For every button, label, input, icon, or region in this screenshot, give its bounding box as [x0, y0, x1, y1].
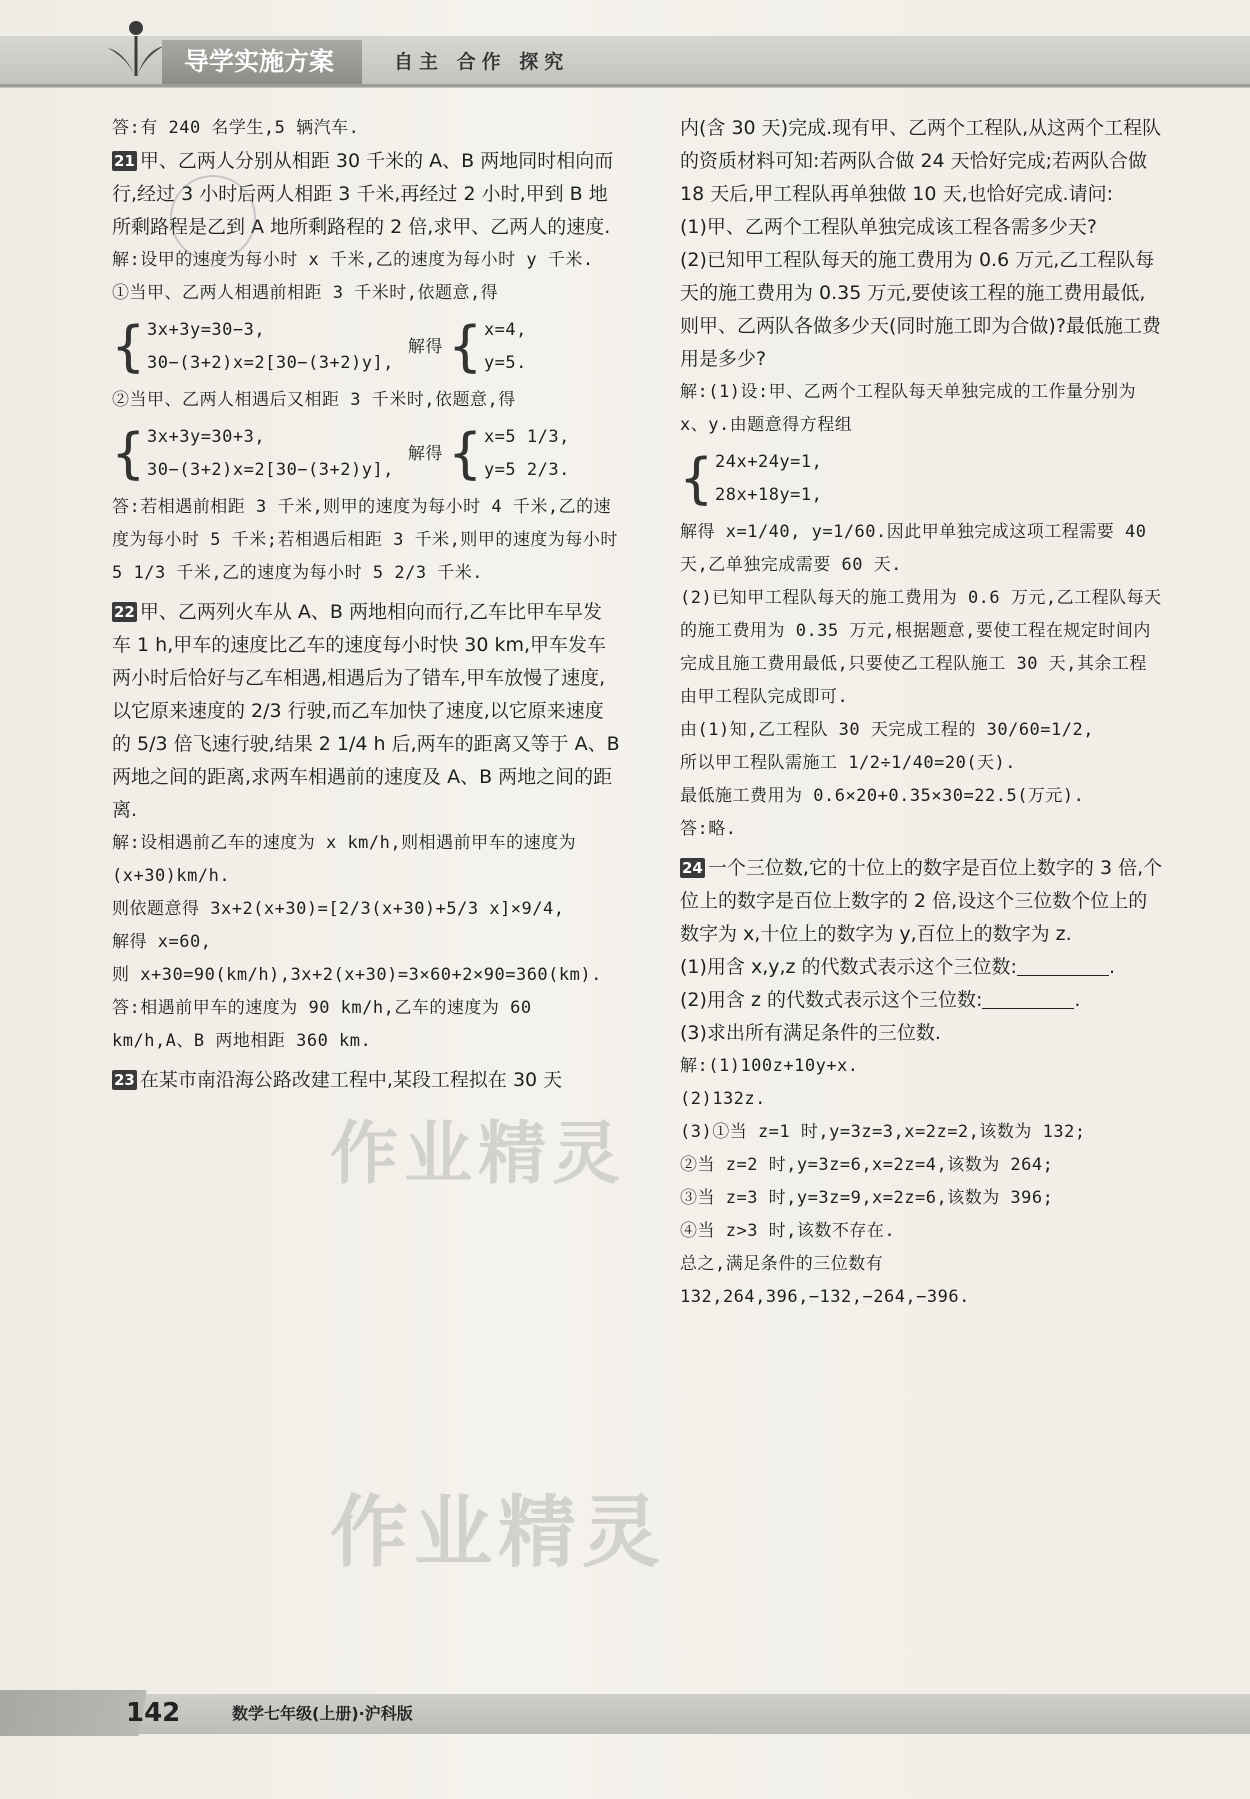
watermark: 作业精灵: [330, 1115, 627, 1194]
solution-line: ③当 z=3 时,y=3z=9,x=2z=6,该数为 396;: [680, 1188, 1054, 1208]
question-part: (3)求出所有满足条件的三位数.: [680, 1022, 941, 1044]
solution-line: 解:设甲的速度为每小时 x 千米,乙的速度为每小时 y 千米.: [112, 250, 594, 270]
answer-blank: [982, 988, 1074, 1009]
equation-system: [680, 446, 1164, 512]
equation-system: [112, 314, 620, 380]
equation-system: [112, 421, 620, 487]
header-subtitle: 自主 合作 探究: [394, 51, 570, 73]
left-column: [112, 112, 620, 1097]
answer-21: 答:若相遇前相距 3 千米,则甲的速度为每小时 4 千米,乙的速度为每小时 5 千米;若相遇后相距 3 千米,则甲的速度为每小时 5 1/3 千米,乙的速度为每小时 5 2/3 千米.: [112, 497, 618, 583]
question-23: [112, 1064, 620, 1097]
result: x=5 1/3,: [483, 427, 570, 447]
book-title: 数学七年级(上册)·沪科版: [232, 1704, 413, 1723]
solution-line: 解得 x=1/40, y=1/60.因此甲单独完成这项工程需要 40 天,乙单独完成需要 60 天.: [680, 522, 1147, 575]
logo-icon: [104, 18, 168, 80]
question-number: 21: [114, 152, 135, 170]
right-column: [680, 112, 1164, 1314]
solution-line: (3)①当 z=1 时,y=3z=3,x=2z=2,该数为 132;: [680, 1122, 1086, 1142]
equation: 30−(3+2)x=2[30−(3+2)y],: [147, 460, 394, 480]
brace-icon: {: [448, 315, 482, 378]
brace-icon: {: [448, 422, 482, 485]
solution-line: 所以甲工程队需施工 1/2÷1/40=20(天).: [680, 753, 1017, 773]
solution-line: ②当甲、乙两人相遇后又相距 3 千米时,依题意,得: [112, 390, 516, 410]
result: x=4,: [483, 320, 527, 340]
equation: 30−(3+2)x=2[30−(3+2)y],: [147, 353, 394, 373]
question-part: (2)用含 z 的代数式表示这个三位数: .: [680, 989, 1081, 1011]
solution-line: 解得 x=60,: [112, 932, 212, 952]
question-text: 甲、乙两列火车从 A、B 两地相向而行,乙车比甲车早发车 1 h,甲车的速度比乙车的速度每小时快 30 km,甲车发车两小时后恰好与乙车相遇,相遇后为了错车,甲车放慢了速度,以它原来速度的 2/3 行驶,而乙车加快了速度,以它原来速度的 5/3 倍飞速行驶,结果 2 1/4 h 后,两车的距离又等于 A、B 两地之间的距离,求两车相遇前的速度及 A、B 两地之间的距离.: [112, 601, 620, 821]
question-part: (1)甲、乙两个工程队单独完成该工程各需多少天?: [680, 216, 1097, 238]
solve-label: 解得: [407, 336, 443, 357]
header-divider: [0, 84, 1250, 87]
question-part: (2)已知甲工程队每天的施工费用为 0.6 万元,乙工程队每天的施工费用为 0.35 万元,要使该工程的施工费用最低,则甲、乙两队各做多少天(同时施工即为合做)?最低施工费用是多少?: [680, 249, 1161, 370]
equation: 28x+18y=1,: [715, 485, 823, 505]
watermark: 作业精灵: [330, 1488, 667, 1578]
equation: 3x+3y=30−3,: [147, 320, 266, 340]
stamp-icon: [170, 175, 256, 261]
solution-line: 最低施工费用为 0.6×20+0.35×30=22.5(万元).: [680, 786, 1085, 806]
question-part: (1)用含 x,y,z 的代数式表示这个三位数: .: [680, 956, 1115, 978]
solution-line: ①当甲、乙两人相遇前相距 3 千米时,依题意,得: [112, 283, 499, 303]
equation: 3x+3y=30+3,: [147, 427, 266, 447]
question-24: [680, 852, 1164, 951]
equation: 24x+24y=1,: [715, 452, 823, 472]
question-part-text: (2)用含 z 的代数式表示这个三位数:: [680, 989, 983, 1011]
question-number: 22: [114, 603, 135, 621]
brace-icon: {: [680, 447, 714, 510]
solution-line: ②当 z=2 时,y=3z=6,x=2z=4,该数为 264;: [680, 1155, 1054, 1175]
solution-line: 解:设相遇前乙车的速度为 x km/h,则相遇前甲车的速度为(x+30)km/h.: [112, 833, 577, 886]
question-number: 24: [682, 859, 703, 877]
question-part-text: (1)用含 x,y,z 的代数式表示这个三位数:: [680, 956, 1017, 978]
solution-line: 总之,满足条件的三位数有 132,264,396,−132,−264,−396.: [680, 1254, 970, 1307]
solution-line: ④当 z>3 时,该数不存在.: [680, 1221, 896, 1241]
answer-blank: [1017, 955, 1109, 976]
question-number: 23: [114, 1071, 135, 1089]
question-text: 甲、乙两人分别从相距 30 千米的 A、B 两地同时相向而行,经过 3 小时后两人相距 3 千米,再经过 2 小时,甲到 B 地所剩路程是乙到 A 地所剩路程的 2 倍,求甲、乙两人的速度.: [112, 150, 614, 238]
solution-line: 则依题意得 3x+2(x+30)=[2/3(x+30)+5/3 x]×9/4,: [112, 899, 565, 919]
solution-line: 则 x+30=90(km/h),3x+2(x+30)=3×60+2×90=360(km).: [112, 965, 602, 985]
result: y=5 2/3.: [483, 460, 570, 480]
solution-line: 解:(1)设:甲、乙两个工程队每天单独完成的工作量分别为 x、y.由题意得方程组: [680, 382, 1137, 435]
question-text: 一个三位数,它的十位上的数字是百位上数字的 3 倍,个位上的数字是百位上数字的 2 倍,设这个三位数个位上的数字为 x,十位上的数字为 y,百位上的数字为 z.: [680, 857, 1163, 945]
header-title: 导学实施方案: [162, 40, 362, 84]
solve-label: 解得: [407, 443, 443, 464]
brace-icon: {: [112, 315, 146, 378]
question-text: 在某市南沿海公路改建工程中,某段工程拟在 30 天: [139, 1069, 563, 1091]
result: y=5.: [483, 353, 527, 373]
solution-line: 解:(1)100z+10y+x.: [680, 1056, 859, 1076]
solution-line: (2)132z.: [680, 1089, 766, 1109]
answer-22: 答:相遇前甲车的速度为 90 km/h,乙车的速度为 60 km/h,A、B 两地相距 360 km.: [112, 998, 532, 1051]
solution-line: (2)已知甲工程队每天的施工费用为 0.6 万元,乙工程队每天的施工费用为 0.35 万元,根据题意,要使工程在规定时间内完成且施工费用最低,只要使乙工程队施工 30 天,其余工程由甲工程队完成即可.: [680, 588, 1162, 707]
question-22: [112, 596, 620, 827]
brace-icon: {: [112, 422, 146, 485]
question-23-continued: 内(含 30 天)完成.现有甲、乙两个工程队,从这两个工程队的资质材料可知:若两队合做 24 天恰好完成;若两队合做 18 天后,甲工程队再单独做 10 天,也恰好完成.请问:: [680, 117, 1162, 205]
answer-23: 答:略.: [680, 819, 737, 839]
solution-line: 由(1)知,乙工程队 30 天完成工程的 30/60=1/2,: [680, 720, 1094, 740]
answer-20: 答:有 240 名学生,5 辆汽车.: [112, 118, 360, 138]
page-number: 142: [0, 1690, 200, 1736]
